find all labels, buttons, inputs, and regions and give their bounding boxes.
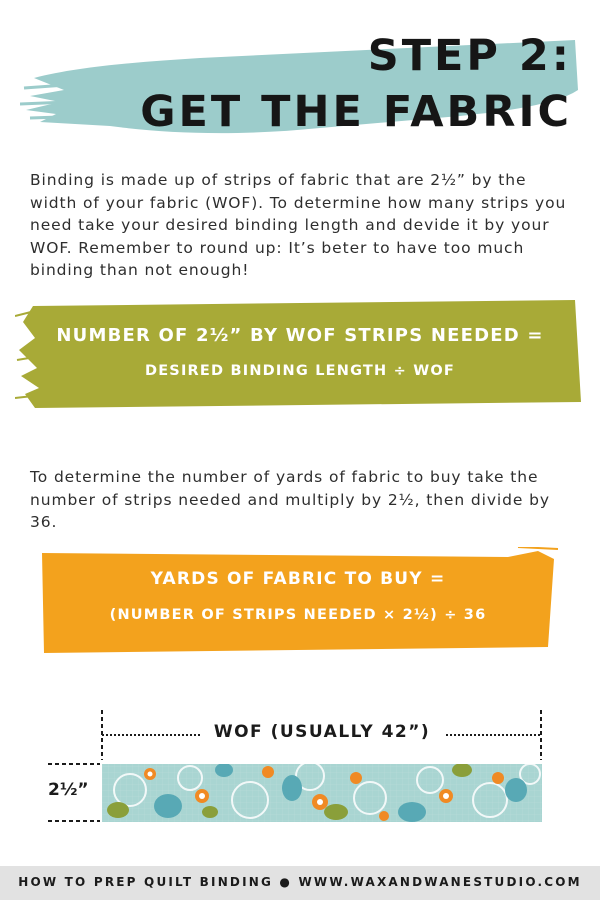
strip-height-label: 2½”	[48, 780, 89, 800]
yards-formula-heading: YARDS OF FABRIC TO BUY =	[150, 569, 446, 589]
title-line-2: GET THE FABRIC	[140, 87, 572, 137]
strips-formula-expression: DESIRED BINDING LENGTH ÷ WOF	[144, 363, 456, 379]
orange-brush-background	[38, 547, 558, 657]
intro-paragraph: Binding is made up of strips of fabric that are 2½” by the width of your fabric (WOF). To determine how many strips you need take your desired binding length and devide it by your WOF. Remember to round up: It’s beter to have too much binding than not enough!	[30, 171, 567, 279]
page-title	[140, 28, 572, 140]
strips-formula-heading: NUMBER OF 2½” BY WOF STRIPS NEEDED =	[56, 325, 544, 346]
diagram-lines	[0, 700, 600, 840]
yards-formula-band	[38, 547, 558, 657]
footer-bar	[0, 866, 600, 900]
fabric-strip-diagram	[0, 700, 600, 840]
title-line-1: STEP 2:	[367, 31, 572, 81]
footer-text: HOW TO PREP QUILT BINDING ● WWW.WAXANDWANESTUDIO.COM	[18, 875, 582, 889]
wof-width-label: WOF (USUALLY 42”)	[200, 722, 444, 742]
yards-formula-expression: (NUMBER OF STRIPS NEEDED × 2½) ÷ 36	[109, 607, 487, 623]
fabric-strip	[102, 762, 542, 822]
strips-formula-band	[15, 298, 585, 410]
green-brush-background	[15, 298, 585, 410]
yards-paragraph: To determine the number of yards of fabric to buy take the number of strips needed and multiply by 2½, then divide by 36.	[30, 468, 550, 531]
